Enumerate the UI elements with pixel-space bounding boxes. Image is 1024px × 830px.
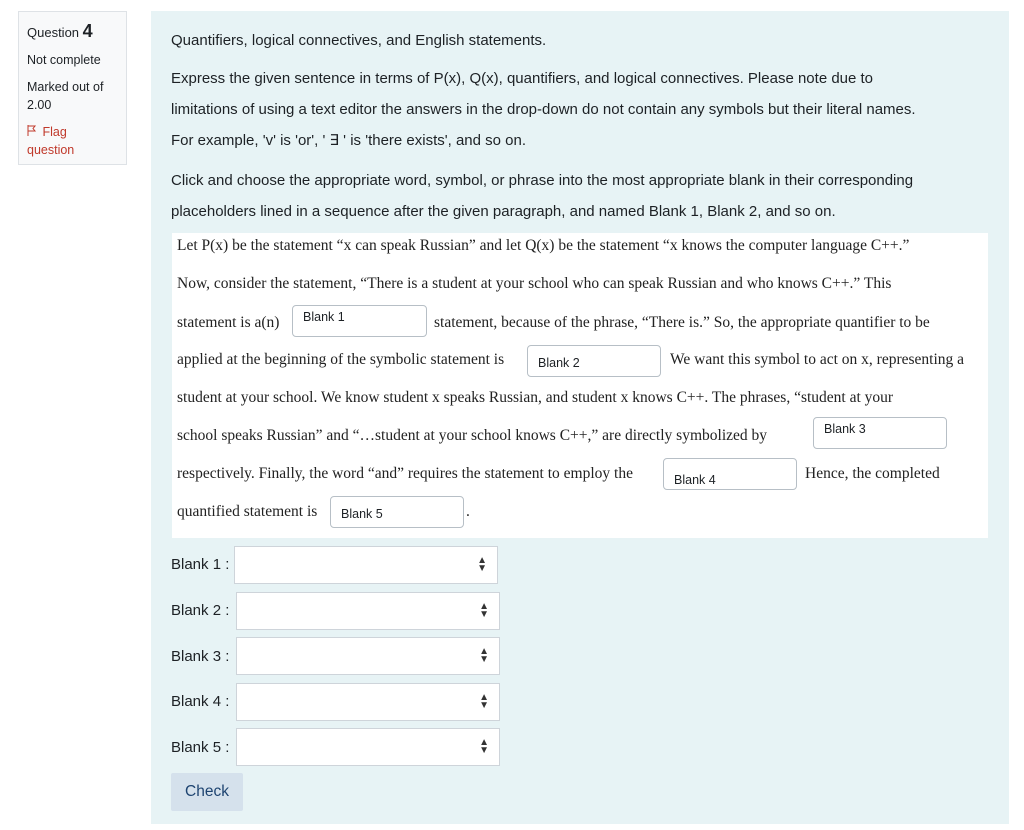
select-arrows-icon: ▲ ▼ bbox=[479, 737, 489, 756]
passage-line: Hence, the completed bbox=[805, 465, 940, 482]
blank-5-select[interactable] bbox=[236, 728, 500, 766]
inline-blank-2[interactable]: Blank 2 bbox=[527, 345, 661, 377]
passage-line: statement, because of the phrase, “There is.” So, the appropriate quantifier to be bbox=[434, 314, 930, 331]
blank-1-label: Blank 1 : bbox=[171, 556, 230, 573]
blank-3-select[interactable] bbox=[236, 637, 500, 675]
blank-2-select[interactable] bbox=[236, 592, 500, 630]
question-info-panel bbox=[18, 11, 127, 165]
passage-line: statement is a(n) bbox=[177, 314, 280, 331]
passage-line: We want this symbol to act on x, representing a bbox=[670, 351, 965, 368]
inline-blank-3[interactable]: Blank 3 bbox=[813, 417, 947, 449]
passage-line: student at your school. We know student x speaks Russian, and student x knows C++. The phrases, “student at your bbox=[177, 389, 894, 406]
question-number: Question 4 bbox=[27, 21, 93, 41]
passage-line: respectively. Finally, the word “and” requires the statement to employ the bbox=[177, 465, 633, 482]
passage-line: . bbox=[466, 503, 470, 520]
click-instruction-line: Click and choose the appropriate word, symbol, or phrase into the most appropriate blank in their corresponding bbox=[171, 172, 914, 189]
blank-5-label: Blank 5 : bbox=[171, 739, 230, 756]
question-title: Quantifiers, logical connectives, and English statements. bbox=[171, 32, 547, 49]
blank-4-label: Blank 4 : bbox=[171, 693, 230, 710]
instruction-line: For example, 'v' is 'or', ' ∃ ' is 'there exists', and so on. bbox=[171, 132, 527, 149]
blank-2-label: Blank 2 : bbox=[171, 602, 230, 619]
instruction-line: limitations of using a text editor the answers in the drop-down do not contain any symbols but their literal names. bbox=[171, 101, 916, 118]
inline-blank-1[interactable]: Blank 1 bbox=[292, 305, 427, 337]
inline-blank-4[interactable]: Blank 4 bbox=[663, 458, 797, 490]
inline-blank-5[interactable]: Blank 5 bbox=[330, 496, 464, 528]
flag-question-link[interactable]: Flag question bbox=[27, 125, 75, 157]
blank-3-label: Blank 3 : bbox=[171, 648, 230, 665]
blank-4-select[interactable] bbox=[236, 683, 500, 721]
instruction-line: Express the given sentence in terms of P(x), Q(x), quantifiers, and logical connectives. Please note due to bbox=[171, 70, 874, 87]
select-arrows-icon: ▲ ▼ bbox=[479, 692, 489, 711]
flag-icon bbox=[27, 123, 39, 141]
question-marks: Marked out of 2.00 bbox=[27, 80, 104, 112]
select-arrows-icon: ▲ ▼ bbox=[479, 646, 489, 665]
blank-1-select[interactable] bbox=[234, 546, 498, 584]
click-instruction-line: placeholders lined in a sequence after the given paragraph, and named Blank 1, Blank 2, and so on. bbox=[171, 203, 836, 220]
question-content bbox=[151, 11, 1009, 824]
passage-line: Let P(x) be the statement “x can speak Russian” and let Q(x) be the statement “x knows the computer language C++.” bbox=[177, 237, 910, 254]
select-arrows-icon: ▲ ▼ bbox=[479, 601, 489, 620]
select-arrows-icon: ▲ ▼ bbox=[477, 555, 487, 574]
check-button[interactable]: Check bbox=[171, 773, 243, 811]
question-status: Not complete bbox=[27, 53, 101, 67]
passage-line: school speaks Russian” and “…student at your school knows C++,” are directly symbolized by bbox=[177, 427, 768, 444]
passage-line: quantified statement is bbox=[177, 503, 318, 520]
passage-line: applied at the beginning of the symbolic statement is bbox=[177, 351, 505, 368]
passage-box bbox=[172, 233, 988, 538]
passage-line: Now, consider the statement, “There is a student at your school who can speak Russian and who knows C++.” This bbox=[177, 275, 892, 292]
